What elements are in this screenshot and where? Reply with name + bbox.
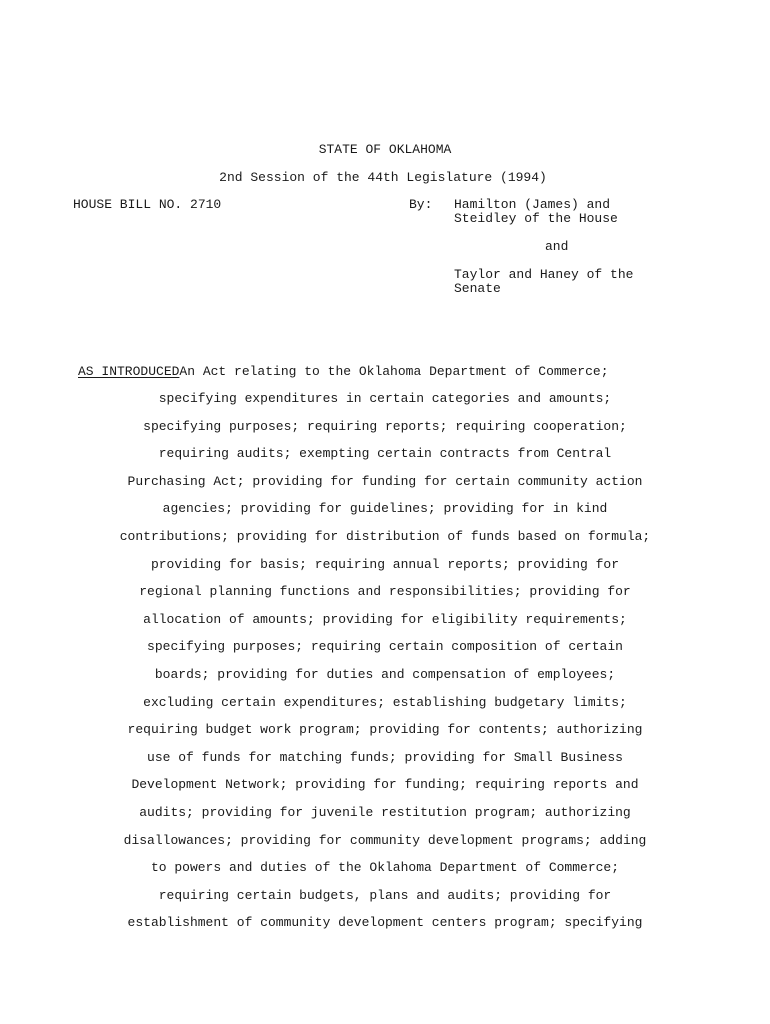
authors-senate-line2: Senate bbox=[454, 281, 501, 296]
act-title-line: disallowances; providing for community development programs; adding bbox=[123, 833, 647, 848]
act-title-line: agencies; providing for guidelines; providing for in kind bbox=[162, 501, 608, 516]
act-title-line: Purchasing Act; providing for funding for certain community action bbox=[127, 474, 643, 489]
act-title-line: specifying purposes; requiring reports; requiring cooperation; bbox=[143, 419, 627, 434]
act-title-line: Development Network; providing for funding; requiring reports and bbox=[131, 777, 639, 792]
bill-number: HOUSE BILL NO. 2710 bbox=[73, 197, 222, 212]
act-title-start: An Act relating to the Oklahoma Department of Commerce; bbox=[179, 364, 609, 379]
state-heading: STATE OF OKLAHOMA bbox=[318, 142, 452, 157]
act-title-line: providing for basis; requiring annual reports; providing for bbox=[150, 557, 620, 572]
act-title-line: requiring budget work program; providing for contents; authorizing bbox=[127, 722, 643, 737]
act-title-line: contributions; providing for distribution of funds based on formula; bbox=[119, 529, 651, 544]
authors-senate-line1: Taylor and Haney of the bbox=[454, 267, 634, 282]
authors-house-line1: Hamilton (James) and bbox=[454, 197, 611, 212]
act-title-line: excluding certain expenditures; establishing budgetary limits; bbox=[143, 695, 627, 710]
act-title-line: specifying purposes; requiring certain composition of certain bbox=[147, 639, 623, 654]
session-heading: 2nd Session of the 44th Legislature (1994) bbox=[219, 170, 547, 185]
act-title-line: allocation of amounts; providing for eligibility requirements; bbox=[143, 612, 627, 627]
act-title-line: regional planning functions and responsibilities; providing for bbox=[139, 584, 631, 599]
authors-and: and bbox=[545, 239, 569, 254]
act-title-line: requiring audits; exempting certain contracts from Central bbox=[158, 446, 612, 461]
by-label: By: bbox=[409, 197, 433, 212]
status-label: AS INTRODUCED bbox=[78, 364, 180, 379]
act-title-line: establishment of community development centers program; specifying bbox=[127, 915, 643, 930]
act-title-first-line bbox=[78, 365, 609, 379]
act-title-line: use of funds for matching funds; providing for Small Business bbox=[147, 750, 623, 765]
act-title-line: to powers and duties of the Oklahoma Department of Commerce; bbox=[150, 860, 620, 875]
act-title-line: boards; providing for duties and compensation of employees; bbox=[154, 667, 616, 682]
act-title-line: requiring certain budgets, plans and audits; providing for bbox=[158, 888, 612, 903]
authors-house-line2: Steidley of the House bbox=[454, 211, 618, 226]
act-title-line: audits; providing for juvenile restitution program; authorizing bbox=[139, 805, 631, 820]
act-title-line: specifying expenditures in certain categories and amounts; bbox=[158, 391, 612, 406]
